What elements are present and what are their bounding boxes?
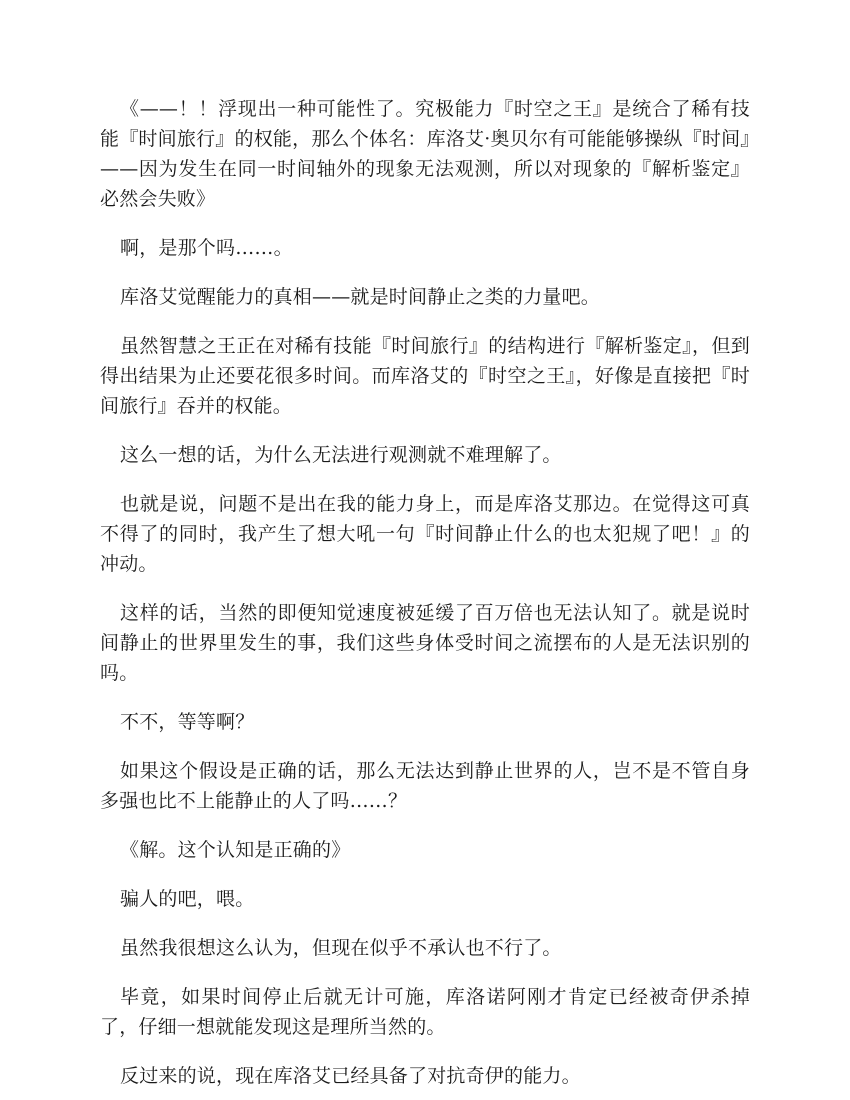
- paragraph-3: 库洛艾觉醒能力的真相——就是时间静止之类的力量吧。: [120, 286, 601, 308]
- paragraph-14: 反过来的说，现在库洛艾已经具备了对抗奇伊的能力。: [120, 1065, 581, 1087]
- paragraph-4: 虽然智慧之王正在对稀有技能『时间旅行』的结构进行『解析鉴定』，但到得出结果为止还要花很多时间。而库洛艾的『时空之王』，好像是直接把『时间旅行』吞并的权能。: [100, 335, 750, 417]
- paragraph-10: 《解。这个认知是正确的》: [120, 839, 351, 861]
- paragraph-8: 不不，等等啊？: [120, 711, 255, 733]
- paragraph-9: 如果这个假设是正确的话，那么无法达到静止世界的人，岂不是不管自身多强也比不上能静止的人了吗……？: [100, 760, 750, 812]
- paragraph-6: 也就是说，问题不是出在我的能力身上，而是库洛艾那边。在觉得这可真不得了的同时，我产生了想大吼一句『时间静止什么的也太犯规了吧！』的冲动。: [100, 493, 750, 575]
- paragraph-2: 啊，是那个吗……。: [120, 237, 293, 259]
- paragraph-13: 毕竟，如果时间停止后就无计可施，库洛诺阿刚才肯定已经被奇伊杀掉了，仔细一想就能发现这是理所当然的。: [100, 986, 750, 1038]
- paragraph-12: 虽然我很想这么认为，但现在似乎不承认也不行了。: [120, 937, 562, 959]
- paragraph-11: 骗人的吧，喂。: [120, 888, 255, 910]
- paragraph-1: 《——！！浮现出一种可能性了。究极能力『时空之王』是统合了稀有技能『时间旅行』的权能，那么个体名：库洛艾·奥贝尔有可能能够操纵『时间』——因为发生在同一时间轴外的现象无法观测，所以对现象的『解析鉴定』必然会失败》: [100, 98, 750, 210]
- paragraph-7: 这样的话，当然的即便知觉速度被延缓了百万倍也无法认知了。就是说时间静止的世界里发生的事，我们这些身体受时间之流摆布的人是无法识别的吗。: [100, 602, 750, 684]
- paragraph-5: 这么一想的话，为什么无法进行观测就不难理解了。: [120, 444, 562, 466]
